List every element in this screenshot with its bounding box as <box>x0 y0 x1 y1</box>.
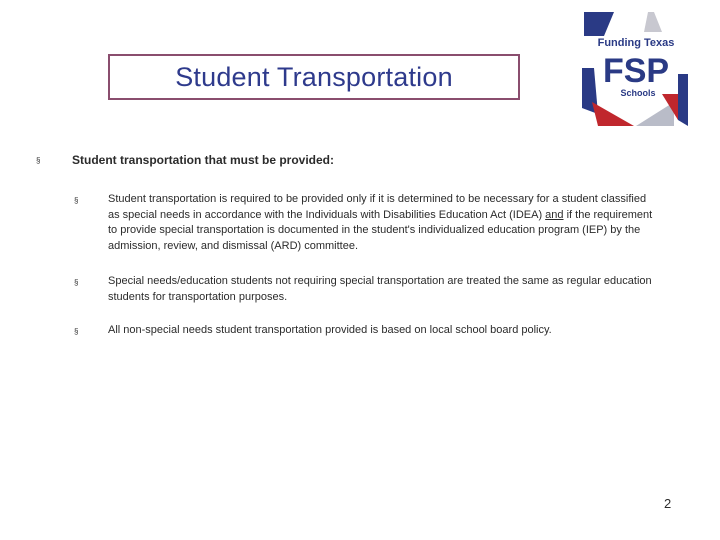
fsp-logo <box>578 10 696 128</box>
logo-acronym: FSP <box>602 52 670 90</box>
logo-star-red <box>592 102 634 126</box>
logo-star-tip <box>644 12 662 32</box>
logo-star-grey <box>636 102 674 126</box>
logo-line1: Funding Texas <box>597 37 675 49</box>
sub-item-1 <box>108 192 660 254</box>
sub-item-1-text-cont: if the requirement to provide special transportation is documented in the student's individualized education program (IEP) by the admission, review, and dismissal (ARD) committee. <box>108 208 653 252</box>
sub-bullet-2: § <box>74 278 79 287</box>
sub-bullet-1: § <box>74 196 79 205</box>
level1-heading: Student transportation that must be provided: <box>72 153 335 167</box>
sub-item-1-emph: and <box>545 208 564 221</box>
logo-star-navy <box>584 12 614 36</box>
slide-title: Student Transportation <box>175 61 453 92</box>
sub-bullet-3: § <box>74 327 79 336</box>
sub-item-2: Special needs/education students not requiring special transportation are treated the same as regular education students for transportation purposes. <box>108 275 652 303</box>
page-number: 2 <box>664 496 672 511</box>
logo-line3: Schools <box>620 88 656 98</box>
sub-item-1-text: Student transportation is required to be provided only if it is determined to be necessary for a student classified as special needs in accordance with the Individuals with Disabilities Education Act (IDEA) <box>108 193 647 221</box>
logo-star-right <box>678 74 688 126</box>
slide-title-box <box>108 54 520 100</box>
sub-item-3: All non-special needs student transportation provided is based on local school board policy. <box>108 324 552 336</box>
level1-bullet: § <box>36 156 41 165</box>
